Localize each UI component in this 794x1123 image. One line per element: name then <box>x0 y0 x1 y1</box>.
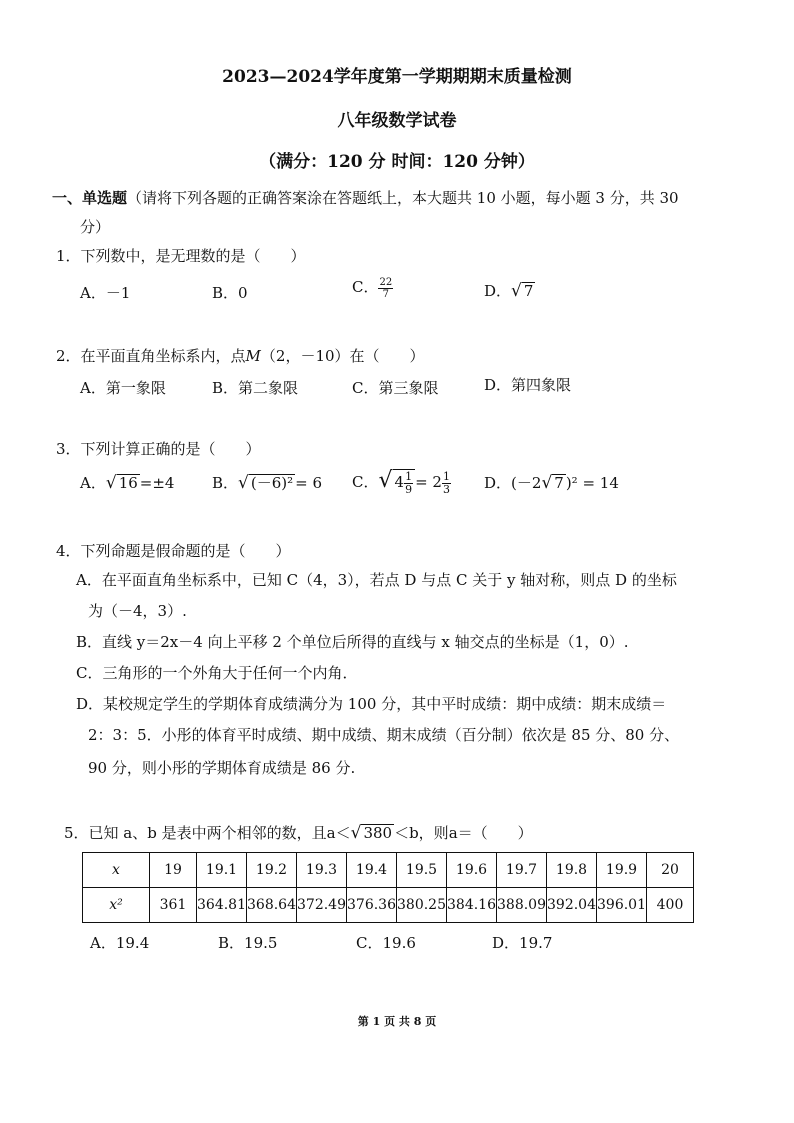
radicand: 7 <box>554 474 564 492</box>
question-5-stem <box>64 822 533 843</box>
radicand: (－6)² <box>250 474 294 492</box>
question-2-option-b: B．第二象限 <box>212 379 299 397</box>
sqrt-sign-icon: √ <box>511 281 522 301</box>
table-header-cell: x <box>83 853 150 888</box>
table-cell: 19.4 <box>347 853 397 888</box>
exam-subtitle: 八年级数学试卷 <box>337 111 457 131</box>
radicand <box>393 469 416 496</box>
section-heading <box>52 187 679 208</box>
fraction-denominator: 9 <box>405 482 413 496</box>
page-footer: 第 1 页 共 8 页 <box>357 1015 437 1028</box>
table-cell: 400 <box>647 888 694 923</box>
exam-title: 2023—2024学年度第一学期期期末质量检测 <box>222 67 572 87</box>
table-row <box>83 853 694 888</box>
inequality-right: ＜b，则 <box>394 824 449 842</box>
option-label: C． <box>352 473 379 491</box>
table-cell: 364.81 <box>197 888 247 923</box>
exam-info: （满分：120 分 时间：120 分钟） <box>259 152 535 172</box>
question-5-option-b: B．19.5 <box>218 934 278 952</box>
fraction-denominator: 3 <box>442 482 450 496</box>
question-2-option-d: D．第四象限 <box>484 376 572 394</box>
question-1-option-d <box>484 280 535 301</box>
stem-text: a＝（ ） <box>448 824 533 842</box>
option-label: A． <box>80 474 106 492</box>
sqrt-sign-icon: √ <box>238 473 249 493</box>
table-cell: 19.6 <box>447 853 497 888</box>
question-2-option-c: C．第三象限 <box>352 379 439 397</box>
question-4-option-d-line1: D．某校规定学生的学期体育成绩满分为 100 分，其中平时成绩：期中成绩：期末成绩＝ <box>76 695 667 713</box>
fraction-numerator: 22 <box>379 276 393 288</box>
inequality-left: a＜ <box>326 824 351 842</box>
point-name: M <box>245 347 261 365</box>
table-row <box>83 888 694 923</box>
question-4-option-d-line3: 90 分，则小彤的学期体育成绩是 86 分. <box>88 759 356 777</box>
question-3-stem: 3．下列计算正确的是（ ） <box>56 440 261 458</box>
fraction-numerator: 1 <box>442 469 450 483</box>
table-cell: 19.5 <box>397 853 447 888</box>
sqrt-sign-icon: √ <box>350 823 362 843</box>
option-label: C． <box>352 278 379 296</box>
fraction <box>378 277 393 300</box>
sqrt-sign-icon: √ <box>378 468 393 493</box>
question-5-option-a: A．19.4 <box>90 934 150 952</box>
question-1-option-c <box>352 276 393 300</box>
option-label: D． <box>484 474 512 492</box>
stem-text: 2．在平面直角坐标系内，点 <box>56 347 246 365</box>
table-cell: 368.64 <box>247 888 297 923</box>
question-4-option-b: B．直线 y＝2x－4 向上平移 2 个单位后所得的直线与 x 轴交点的坐标是（1，0）. <box>76 633 629 651</box>
fraction-denominator: 7 <box>382 288 390 300</box>
table-cell: 19.1 <box>197 853 247 888</box>
stem-text: （2，－10）在（ ） <box>260 347 425 365</box>
question-4-stem: 4．下列命题是假命题的是（ ） <box>56 542 291 560</box>
sqrt-sign-icon: √ <box>105 473 117 493</box>
radicand: 16 <box>118 474 138 492</box>
table-cell: 380.25 <box>397 888 447 923</box>
radicand: 7 <box>523 282 534 300</box>
question-5-option-c: C．19.6 <box>356 934 416 952</box>
stem-text: 5．已知 a、b 是表中两个相邻的数，且 <box>64 824 327 842</box>
table-cell: 376.36 <box>347 888 397 923</box>
question-1-option-b: B．0 <box>212 284 248 302</box>
table-cell: 19.7 <box>497 853 547 888</box>
table-cell: 396.01 <box>597 888 647 923</box>
table-cell: 19.8 <box>547 853 597 888</box>
fraction <box>404 471 413 496</box>
squares-table <box>82 852 694 923</box>
expr: (－2 <box>511 474 542 492</box>
table-cell: 19.9 <box>597 853 647 888</box>
table-cell: 19 <box>150 853 197 888</box>
table-cell: 361 <box>150 888 197 923</box>
question-1-stem: 1．下列数中，是无理数的是（ ） <box>56 247 306 265</box>
table-cell: 19.3 <box>297 853 347 888</box>
rhs: =±4 <box>139 474 175 492</box>
question-5-option-d: D．19.7 <box>492 934 553 952</box>
table-cell: 20 <box>647 853 694 888</box>
option-label: D． <box>484 282 512 300</box>
table-header-cell: x² <box>83 888 150 923</box>
question-4-option-a-line1: A．在平面直角坐标系中，已知 C（4，3），若点 D 与点 C 关于 y 轴对称，则点 D 的坐标 <box>76 571 677 589</box>
table-cell: 19.2 <box>247 853 297 888</box>
option-label: B． <box>212 474 239 492</box>
mixed-whole: 4 <box>394 473 405 491</box>
question-4-option-a-line2: 为（－4，3）. <box>88 602 187 620</box>
table-cell: 392.04 <box>547 888 597 923</box>
question-2-stem <box>56 345 425 366</box>
rhs: )² = 14 <box>565 474 619 492</box>
question-2-option-a: A．第一象限 <box>80 379 166 397</box>
rhs: = 6 <box>295 474 323 492</box>
question-3-option-b <box>212 472 322 493</box>
question-3-option-c <box>352 468 451 496</box>
sqrt-sign-icon: √ <box>541 473 553 493</box>
question-3-option-d <box>484 472 619 493</box>
fraction-numerator: 1 <box>405 469 413 483</box>
fraction <box>442 471 451 496</box>
question-4-option-c: C．三角形的一个外角大于任何一个内角． <box>76 664 358 682</box>
rhs: = 2 <box>415 473 442 491</box>
table-cell: 388.09 <box>497 888 547 923</box>
section-instruction: （请将下列各题的正确答案涂在答题纸上，本大题共 10 小题，每小题 3 分，共 30 <box>127 189 679 207</box>
section-title: 一、单选题 <box>52 189 128 207</box>
question-4-option-d-line2: 2：3：5．小彤的体育平时成绩、期中成绩、期末成绩（百分制）依次是 85 分、80 分、 <box>88 726 680 744</box>
table-cell: 384.16 <box>447 888 497 923</box>
table-cell: 372.49 <box>297 888 347 923</box>
section-instruction-cont: 分） <box>80 218 111 236</box>
question-3-option-a <box>80 472 174 493</box>
radicand: 380 <box>363 824 393 842</box>
question-1-option-a: A．－1 <box>80 284 131 302</box>
